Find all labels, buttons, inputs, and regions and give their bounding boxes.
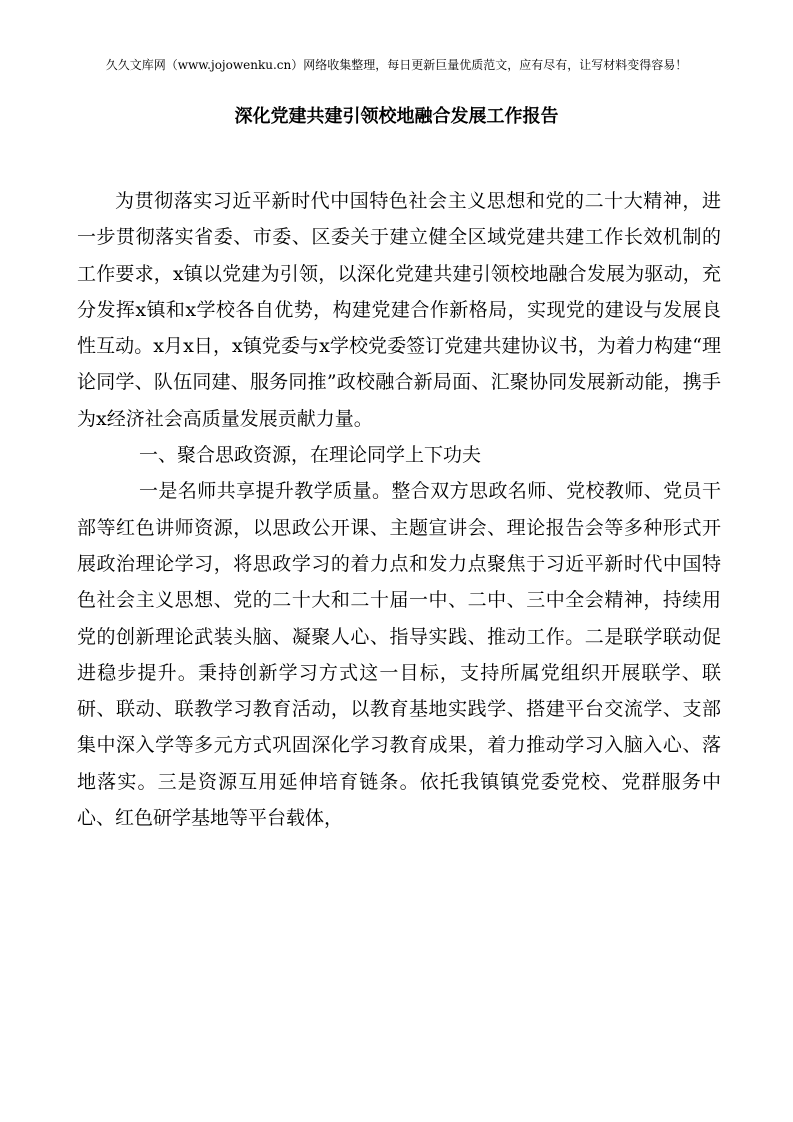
section-heading-1: 一、聚合思政资源，在理论同学上下功夫	[139, 444, 482, 467]
section-1-paragraph: 一是名师共享提升教学质量。整合双方思政名师、党校教师、党员干部等红色讲师资源，以思政公开课、主题宣讲会、理论报告会等多种形式开展政治理论学习，将思政学习的着力点和发力点聚焦于习近平新时代中国特色社会主义思想、党的二十大和二十届一中、二中、三中全会精神，持续用党的创新理论武装头脑、凝聚人心、指导实践、推动工作。二是联学联动促进稳步提升。秉持创新学习方式这一目标，支持所属党组织开展联学、联研、联动、联教学习教育活动，以教育基地实践学、搭建平台交流学、支部集中深入学等多元方式巩固深化学习教育成果，着力推动学习入脑入心、落地落实。三是资源互用延伸培育链条。依托我镇镇党委党校、党群服务中心、红色研学基地等平台载体，	[77, 480, 721, 830]
header-note: 久久文库网（www.jojowenku.cn）网络收集整理，每日更新巨量优质范文，应有尽有，让写材料变得容易！	[105, 58, 688, 72]
document-body	[77, 183, 721, 836]
intro-paragraph: 为贯彻落实习近平新时代中国特色社会主义思想和党的二十大精神，进一步贯彻落实省委、市委、区委关于建立健全区域党建共建工作长效机制的工作要求，x镇以党建为引领，以深化党建共建引领校地融合发展为驱动，充分发挥x镇和x学校各自优势，构建党建合作新格局，实现党的建设与发展良性互动。x月x日，x镇党委与x学校党委签订党建共建协议书，为着力构建“理论同学、队伍同建、服务同推”政校融合新局面、汇聚协同发展新动能，携手为x经济社会高质量发展贡献力量。	[77, 190, 721, 430]
document-title: 深化党建共建引领校地融合发展工作报告	[234, 106, 559, 127]
